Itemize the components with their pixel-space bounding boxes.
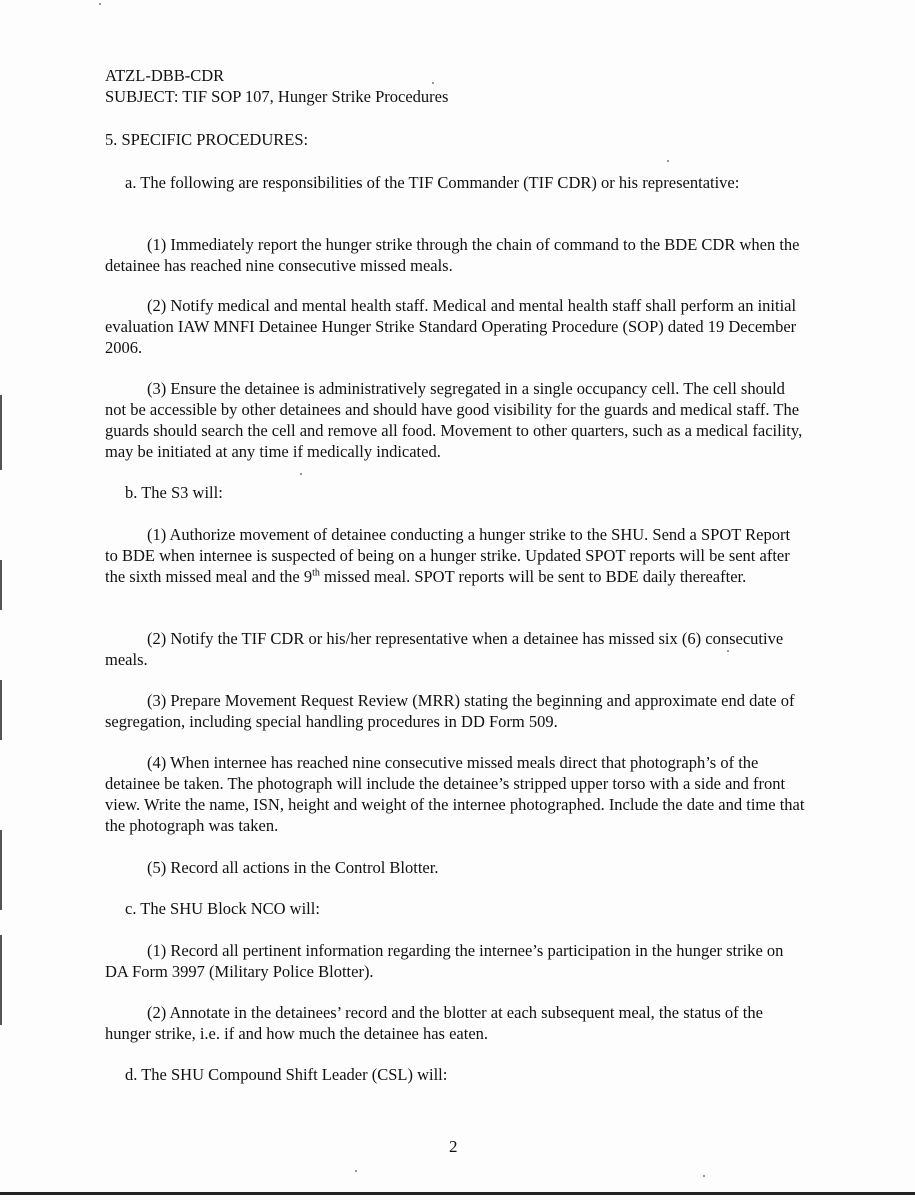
scan-speck [703,1175,705,1177]
scan-speck [727,650,729,652]
scan-edge-mark [0,395,2,470]
paragraph-b2: (2) Notify the TIF CDR or his/her representative when a detainee has missed six (6) consecutive meals. [105,629,784,669]
scan-edge-mark [0,560,2,610]
paragraph-b3: (3) Prepare Movement Request Review (MRR) stating the beginning and approximate end date of segregation, including special handling procedures in DD Form 509. [105,691,795,731]
paragraph-a2: (2) Notify medical and mental health staff. Medical and mental health staff shall perform an initial evaluation IAW MNFI Detainee Hunger Strike Standard Operating Procedure (SOP) dated 19 December 2006. [105,296,797,357]
paragraph-b5: (5) Record all actions in the Control Blotter. [147,858,439,877]
memo-header [105,65,448,107]
page-number: 2 [449,1137,458,1156]
scan-speck [99,3,101,5]
scan-edge-mark [0,830,2,910]
scan-speck [667,160,669,162]
section-title: 5. SPECIFIC PROCEDURES: [105,130,309,149]
scan-bottom-edge [0,1192,915,1195]
paragraph-b4: (4) When internee has reached nine consecutive missed meals direct that photograph’s of the detainee be taken. The photograph will include the detainee’s stripped upper torso with a side and front view. Write the name, ISN, height and weight of the internee photographed. Include the date and time that the photograph was taken. [105,753,805,835]
paragraph-b1: (1) Authorize movement of detainee conducting a hunger strike to the SHU. Send a SPOT Report to BDE when internee is suspected of being on a hunger strike. Updated SPOT reports will be sent after the sixth missed meal and the 9th missed meal. SPOT reports will be sent to BDE daily thereafter. [105,525,791,586]
scan-speck [355,1170,357,1172]
paragraph-b: b. The S3 will: [125,483,223,502]
scan-speck [300,473,302,475]
paragraph-a3: (3) Ensure the detainee is administratively segregated in a single occupancy cell. The cell should not be accessible by other detainees and should have good visibility for the guards and medical staff. The guards should search the cell and remove all food. Movement to other quarters, such as a medical facility, may be initiated at any time if medically indicated. [105,379,803,461]
paragraph-d: d. The SHU Compound Shift Leader (CSL) will: [125,1065,448,1084]
paragraph-c1: (1) Record all pertinent information regarding the internee’s participation in the hunger strike on DA Form 3997 (Military Police Blotter). [105,941,784,981]
scan-edge-mark [0,680,2,740]
subject-line: SUBJECT: TIF SOP 107, Hunger Strike Procedures [105,87,449,106]
paragraph-c: c. The SHU Block NCO will: [125,899,320,918]
paragraph-c2: (2) Annotate in the detainees’ record and the blotter at each subsequent meal, the status of the hunger strike, i.e. if and how much the detainee has eaten. [105,1003,763,1043]
scan-speck [432,82,434,84]
office-symbol: ATZL-DBB-CDR [105,66,225,85]
scan-edge-mark [0,935,2,1025]
superscript-th: th [312,567,320,579]
paragraph-a1: (1) Immediately report the hunger strike through the chain of command to the BDE CDR when the detainee has reached nine consecutive missed meals. [105,235,800,275]
paragraph-a: a. The following are responsibilities of the TIF Commander (TIF CDR) or his representative: [125,173,740,192]
